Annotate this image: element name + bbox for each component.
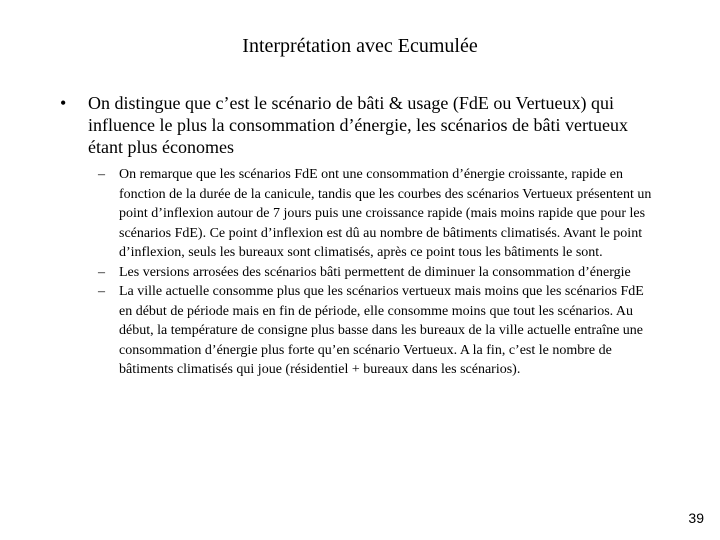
bullet-marker: • <box>60 93 67 113</box>
main-bullet-text: On distingue que c’est le scénario de bâti & usage (FdE ou Vertueux) qui influence le plus la consommation d’énergie, les scénarios de bâti vertueux étant plus économes <box>88 93 628 157</box>
sub-bullet-marker: – <box>98 284 105 299</box>
sub-bullet <box>98 282 658 380</box>
sub-bullet-text: Les versions arrosées des scénarios bâti permettent de diminuer la consommation d’énergie <box>119 264 631 280</box>
sub-bullet-list <box>98 165 658 380</box>
sub-bullet-marker: – <box>98 167 105 182</box>
slide-title: Interprétation avec Ecumulée <box>242 35 478 57</box>
sub-bullet-text: On remarque que les scénarios FdE ont une consommation d’énergie croissante, rapide en fonction de la durée de la canicule, tandis que les courbes des scénarios Vertueux présentent un point d’inflexion autour de 7 jours puis une croissance rapide (mais moins rapide que pour les scénarios FdE). Ce point d’inflexion est dû au nombre de bâtiments climatisés. Avant le point d’inflexion, seuls les bureaux sont climatisés, après ce point tous les bâtiments le sont. <box>119 167 652 260</box>
sub-bullet <box>98 165 658 263</box>
sub-bullet <box>98 263 658 283</box>
main-bullet <box>60 92 660 158</box>
sub-bullet-marker: – <box>98 264 105 280</box>
page-number: 39 <box>688 510 704 526</box>
sub-bullet-text: La ville actuelle consomme plus que les scénarios vertueux mais moins que les scénarios FdE en début de période mais en fin de période, elle consomme moins que tout les scénarios. Au début, la température de consigne plus basse dans les bureaux de la ville actuelle entraîne une consommation d’énergie plus forte qu’en scénario Vertueux. A la fin, c’est le nombre de bâtiments climatisés qui joue (résidentiel + bureaux dans les scénarios). <box>119 284 644 377</box>
